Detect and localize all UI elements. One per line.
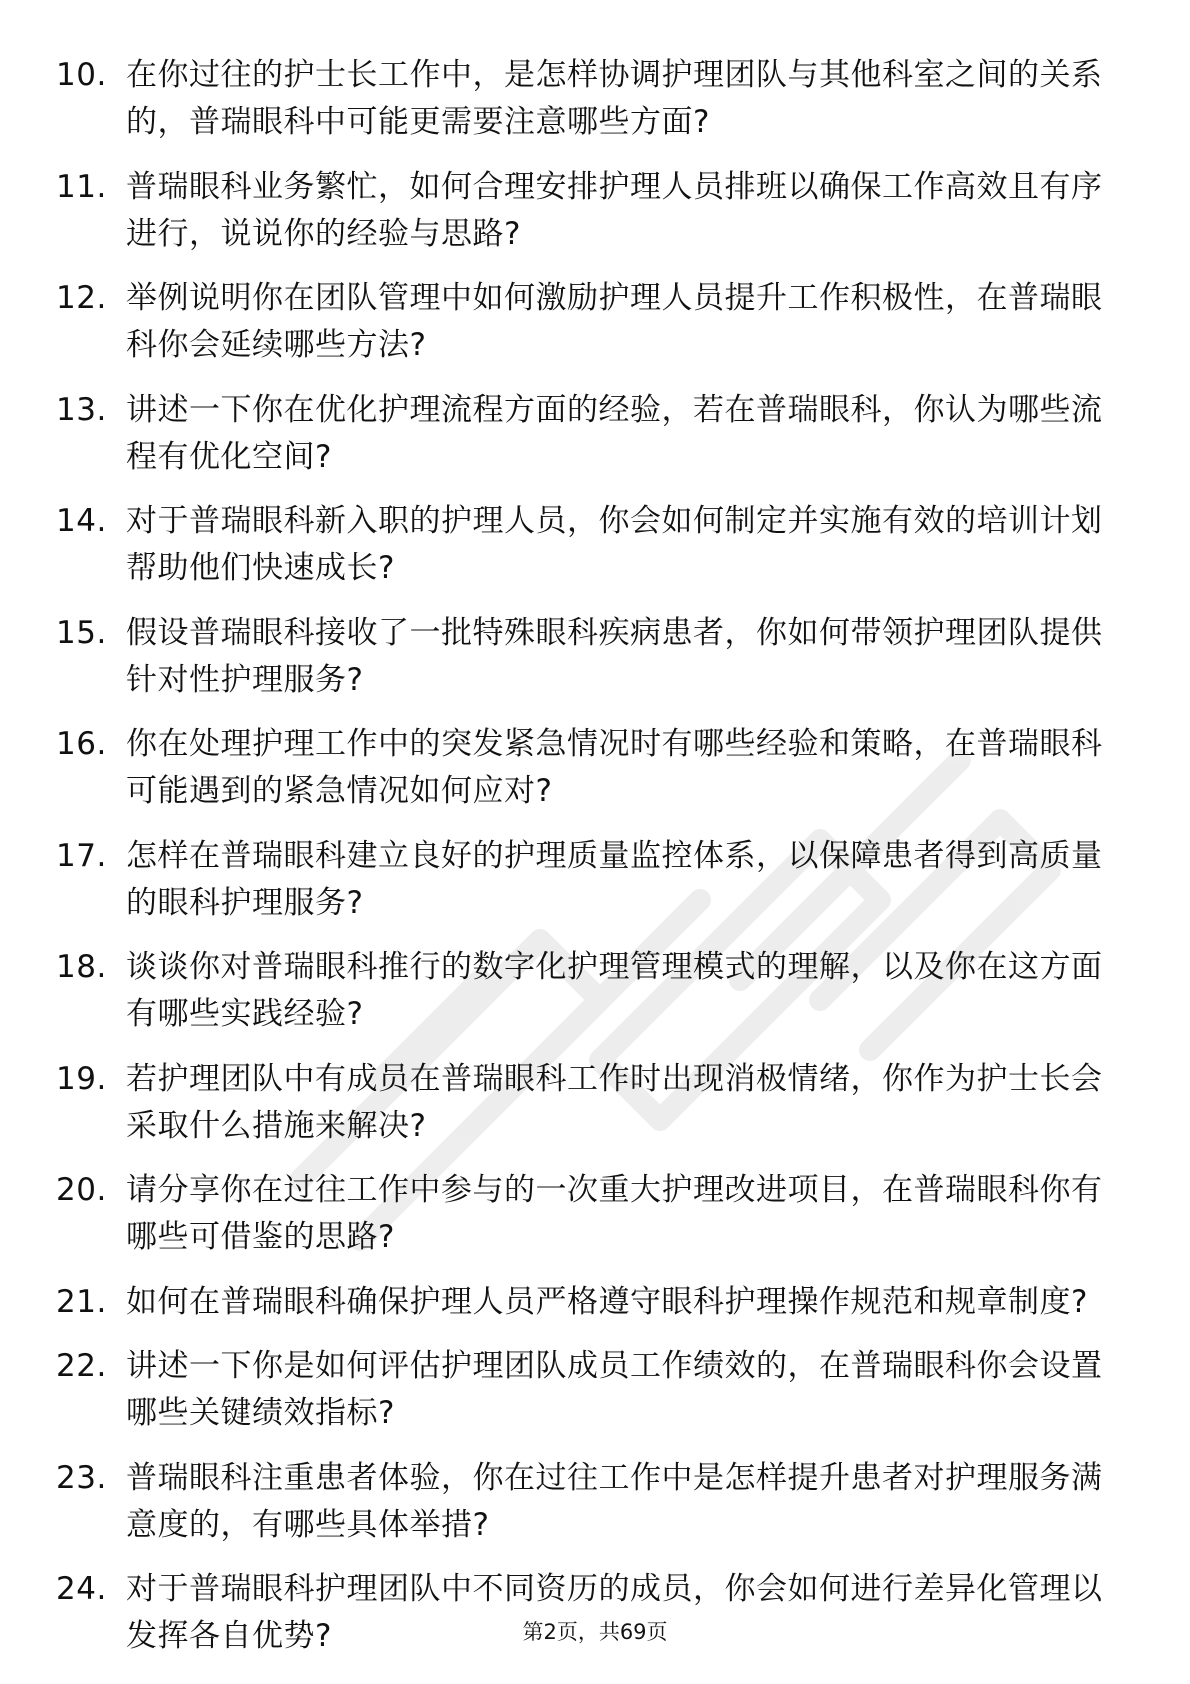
question-number: 20.	[56, 1172, 107, 1208]
question-number: 24.	[56, 1571, 107, 1607]
question-number: 16.	[56, 726, 107, 762]
question-text: 如何在普瑞眼科确保护理人员严格遵守眼科护理操作规范和规章制度?	[126, 1283, 1088, 1320]
list-item	[56, 498, 1116, 592]
question-number: 17.	[56, 837, 107, 874]
question-text: 对于普瑞眼科护理团队中不同资历的成员，你会如何进行差异化管理以发挥各自优势?	[126, 1571, 1103, 1654]
question-number: 18.	[56, 949, 107, 985]
question-text: 谈谈你对普瑞眼科推行的数字化护理管理模式的理解，以及你在这方面有哪些实践经验?	[126, 949, 1103, 1032]
list-item	[56, 387, 1116, 481]
list-item	[56, 1343, 1116, 1437]
question-number: 21.	[56, 1283, 107, 1320]
question-text: 在你过往的护士长工作中，是怎样协调护理团队与其他科室之间的关系的，普瑞眼科中可能更需要注意哪些方面?	[126, 57, 1103, 140]
question-text: 怎样在普瑞眼科建立良好的护理质量监控体系，以保障患者得到高质量的眼科护理服务?	[126, 837, 1103, 921]
list-item	[56, 944, 1116, 1038]
question-list	[56, 52, 1116, 1678]
page-number-footer: 第2页，共69页	[522, 1620, 668, 1644]
list-item	[56, 721, 1116, 815]
question-number: 22.	[56, 1348, 107, 1384]
question-number: 10.	[56, 57, 107, 93]
question-text: 假设普瑞眼科接收了一批特殊眼科疾病患者，你如何带领护理团队提供针对性护理服务?	[126, 614, 1103, 698]
question-text: 讲述一下你在优化护理流程方面的经验，若在普瑞眼科，你认为哪些流程有优化空间?	[126, 391, 1103, 475]
list-item	[56, 833, 1116, 927]
question-number: 19.	[56, 1060, 107, 1097]
question-number: 15.	[56, 614, 107, 651]
question-number: 13.	[56, 391, 107, 428]
list-item	[56, 1279, 1116, 1326]
question-number: 11.	[56, 168, 107, 205]
question-text: 举例说明你在团队管理中如何激励护理人员提升工作积极性，在普瑞眼科你会延续哪些方法?	[126, 280, 1103, 363]
question-number: 23.	[56, 1459, 107, 1496]
question-text: 对于普瑞眼科新入职的护理人员，你会如何制定并实施有效的培训计划帮助他们快速成长?	[126, 503, 1103, 586]
list-item	[56, 610, 1116, 704]
question-text: 普瑞眼科注重患者体验，你在过往工作中是怎样提升患者对护理服务满意度的，有哪些具体举措?	[126, 1459, 1103, 1543]
question-text: 讲述一下你是如何评估护理团队成员工作绩效的，在普瑞眼科你会设置哪些关键绩效指标?	[126, 1348, 1103, 1431]
list-item	[56, 1455, 1116, 1549]
question-text: 普瑞眼科业务繁忙，如何合理安排护理人员排班以确保工作高效且有序进行，说说你的经验与思路?	[126, 168, 1103, 252]
question-text: 请分享你在过往工作中参与的一次重大护理改进项目，在普瑞眼科你有哪些可借鉴的思路?	[126, 1172, 1103, 1255]
question-number: 12.	[56, 280, 107, 316]
list-item	[56, 1167, 1116, 1261]
list-item	[56, 275, 1116, 369]
question-text: 你在处理护理工作中的突发紧急情况时有哪些经验和策略，在普瑞眼科可能遇到的紧急情况如何应对?	[126, 726, 1103, 809]
question-text: 若护理团队中有成员在普瑞眼科工作时出现消极情绪，你作为护士长会采取什么措施来解决?	[126, 1060, 1103, 1144]
list-item	[56, 164, 1116, 258]
list-item	[56, 52, 1116, 146]
question-number: 14.	[56, 503, 107, 539]
list-item	[56, 1056, 1116, 1150]
